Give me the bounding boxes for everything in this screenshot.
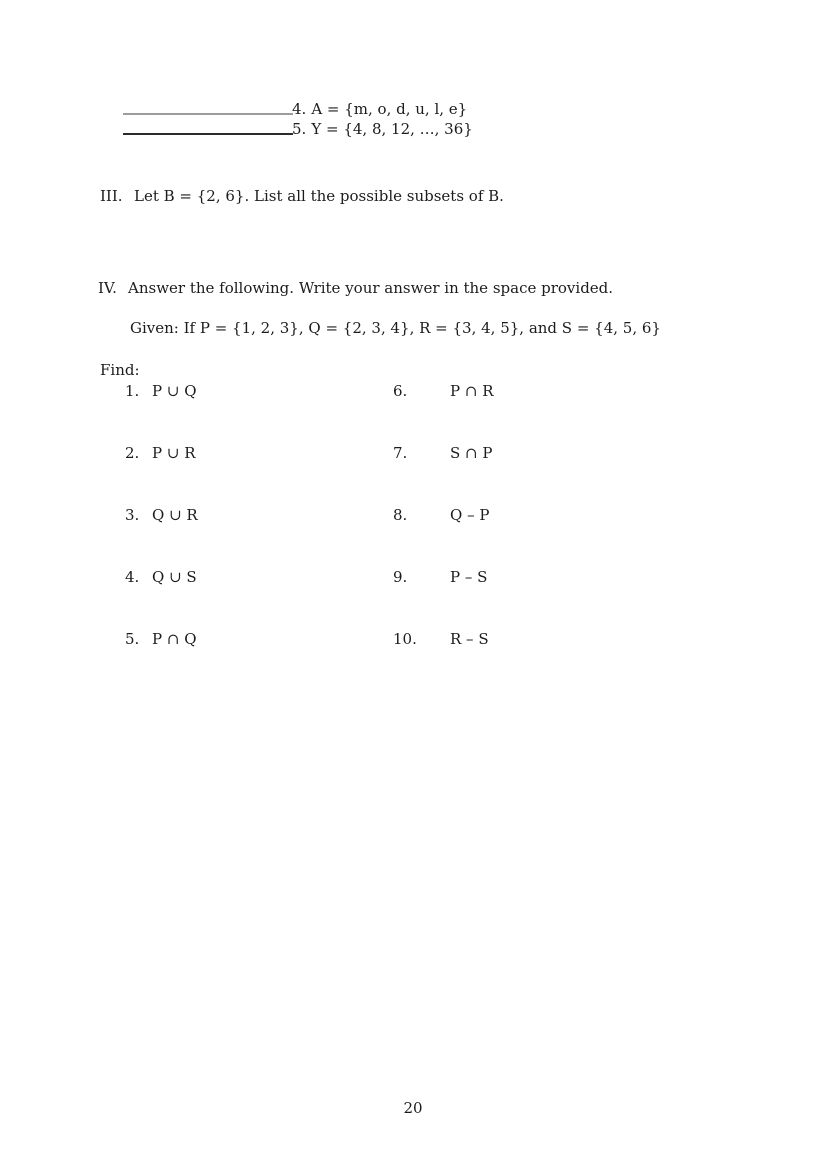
item-number: 7. (393, 444, 408, 462)
answer-blank-line-4 (123, 113, 293, 115)
find-label: Find: (100, 361, 140, 379)
section-iv-heading (98, 279, 613, 297)
item-number: 4. (292, 100, 307, 118)
find-item-4 (125, 568, 197, 586)
item-text: Y = {4, 8, 12, …, 36} (311, 120, 473, 138)
section-iii-numeral: III. (100, 187, 123, 205)
page-number: 20 (403, 1099, 423, 1117)
answer-blank-line-5 (123, 133, 293, 135)
set-expression: P ∪ R (152, 444, 196, 462)
find-item-9 (393, 568, 487, 586)
find-item-10 (393, 630, 489, 648)
item-number: 5. (292, 120, 307, 138)
find-item-5 (125, 630, 197, 648)
find-item-6 (393, 382, 494, 400)
item-number: 5. (125, 630, 140, 648)
section-iii-text: Let B = {2, 6}. List all the possible subsets of B. (134, 187, 504, 205)
item-number: 4. (125, 568, 140, 586)
fill-blank-item-5 (292, 120, 473, 138)
fill-blank-item-4 (292, 100, 467, 118)
find-item-3 (125, 506, 198, 524)
find-item-8 (393, 506, 489, 524)
item-number: 2. (125, 444, 140, 462)
item-number: 1. (125, 382, 140, 400)
set-expression: Q – P (450, 506, 490, 524)
set-expression: P ∪ Q (152, 382, 197, 400)
section-iv-text: Answer the following. Write your answer in the space provided. (128, 279, 614, 297)
item-text: A = {m, o, d, u, l, e} (311, 100, 468, 118)
set-expression: Q ∪ S (152, 568, 197, 586)
set-expression: P – S (450, 568, 488, 586)
item-number: 9. (393, 568, 408, 586)
set-expression: P ∩ Q (152, 630, 197, 648)
item-number: 3. (125, 506, 140, 524)
find-item-1 (125, 382, 197, 400)
set-expression: Q ∪ R (152, 506, 198, 524)
item-number: 8. (393, 506, 408, 524)
set-expression: P ∩ R (450, 382, 494, 400)
set-expression: S ∩ P (450, 444, 493, 462)
find-item-2 (125, 444, 196, 462)
item-number: 6. (393, 382, 408, 400)
given-statement: Given: If P = {1, 2, 3}, Q = {2, 3, 4}, R = {3, 4, 5}, and S = {4, 5, 6} (130, 319, 661, 337)
set-expression: R – S (450, 630, 489, 648)
section-iii-heading (100, 187, 504, 205)
item-number: 10. (393, 630, 417, 648)
find-item-7 (393, 444, 492, 462)
section-iv-numeral: IV. (98, 279, 117, 297)
